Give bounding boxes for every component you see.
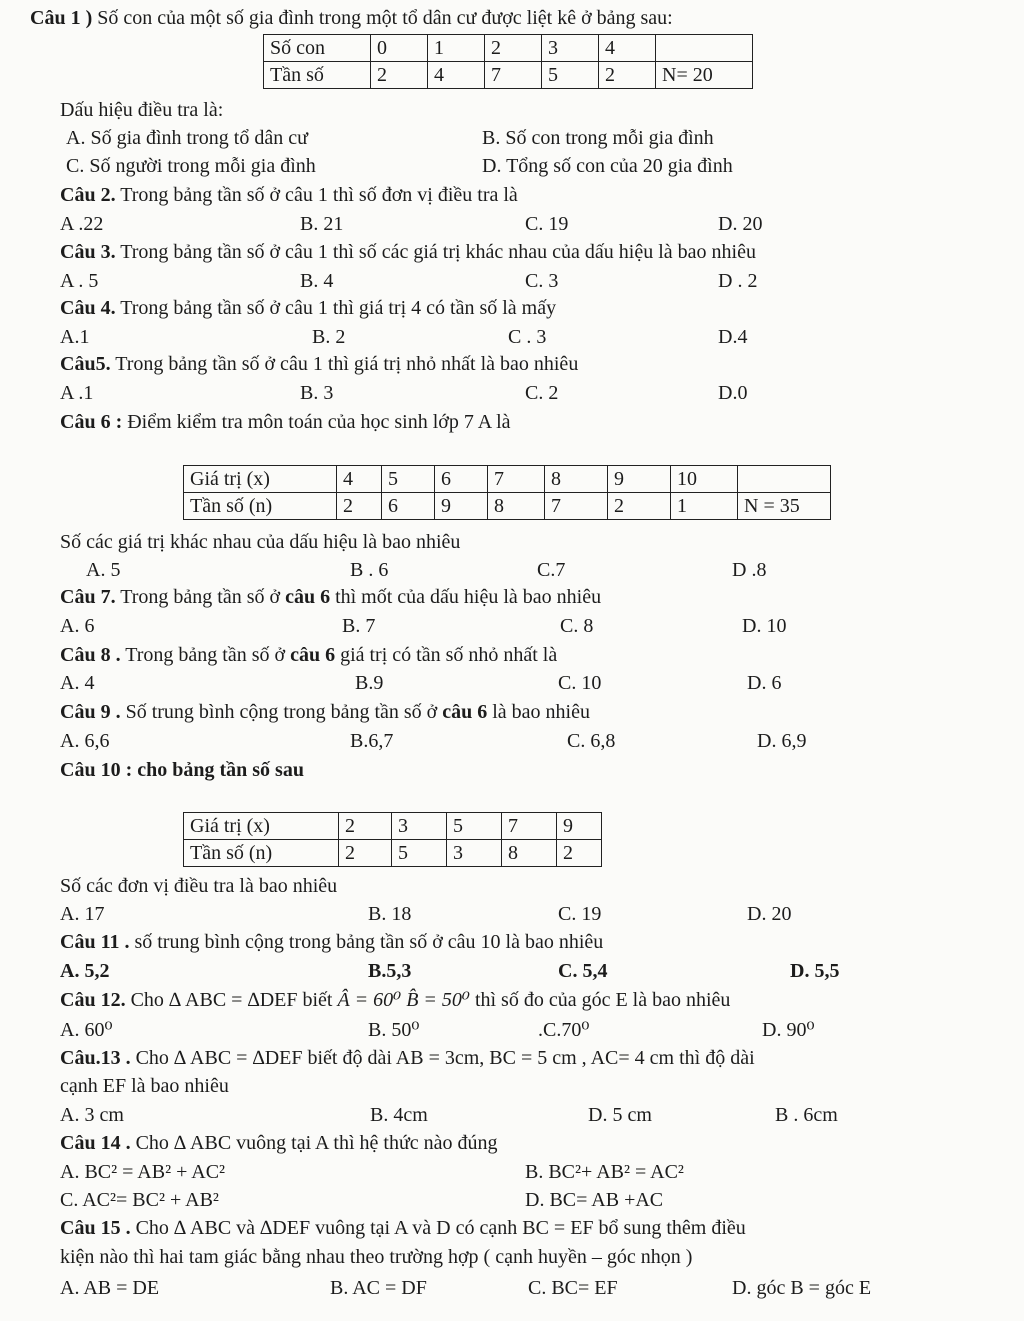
q13-option-c[interactable]: D. 5 cm: [588, 1104, 652, 1126]
q7-option-a[interactable]: A. 6: [60, 615, 95, 637]
q9-text1: Số trung bình cộng trong bảng tần số ở: [120, 701, 443, 723]
q8-text1: Trong bảng tần số ở: [120, 644, 291, 666]
table-cell: 7: [545, 493, 608, 520]
table-cell: 7: [485, 62, 542, 89]
q7-line: [60, 585, 601, 609]
q13-text-cont: cạnh EF là bao nhiêu: [60, 1075, 229, 1097]
table-cell: Tần số (n): [184, 493, 337, 520]
q15-option-a[interactable]: A. AB = DE: [60, 1277, 160, 1299]
q12-option-c[interactable]: .C.70⁰: [538, 1019, 590, 1041]
table-cell: 6: [435, 466, 488, 493]
q13-option-b[interactable]: B. 4cm: [370, 1104, 428, 1126]
table-cell: 1: [428, 35, 485, 62]
q13-option-a[interactable]: A. 3 cm: [60, 1104, 124, 1126]
q4-option-d[interactable]: D.4: [718, 326, 748, 348]
q8-title: Câu 8 .: [60, 644, 121, 666]
q7-text2: thì mốt của dấu hiệu là bao nhiêu: [330, 586, 602, 608]
q6-text: Điểm kiểm tra môn toán của học sinh lớp 7 A là: [122, 411, 511, 433]
table-cell: Giá trị (x): [184, 466, 337, 493]
q15-option-c[interactable]: C. BC= EF: [528, 1277, 618, 1299]
q1-title: Câu 1 ): [30, 7, 93, 29]
table-cell: 4: [428, 62, 485, 89]
q3-title: Câu 3.: [60, 241, 116, 263]
table-cell: 3: [392, 813, 447, 840]
q2-line: [60, 183, 518, 207]
table-cell: 2: [557, 840, 602, 867]
table-cell: Giá trị (x): [184, 813, 339, 840]
q5-option-b[interactable]: B. 3: [300, 382, 334, 404]
q5-option-a[interactable]: A .1: [60, 382, 94, 404]
table-cell: 6: [382, 493, 435, 520]
table-cell: Tần số: [264, 62, 371, 89]
q1-line: [30, 6, 673, 30]
q11-option-d[interactable]: D. 5,5: [790, 960, 840, 982]
q4-option-c[interactable]: C . 3: [508, 326, 547, 348]
q14-option-b[interactable]: B. BC²+ AB² = AC²: [525, 1161, 684, 1183]
q10-table: [183, 812, 602, 867]
q12-title: Câu 12.: [60, 989, 126, 1011]
table-cell: 8: [502, 840, 557, 867]
q1-text: Số con của một số gia đình trong một tổ dân cư được liệt kê ở bảng sau:: [92, 7, 673, 29]
q8-option-b[interactable]: B.9: [355, 672, 384, 694]
q7-title: Câu 7.: [60, 586, 116, 608]
q4-option-a[interactable]: A.1: [60, 326, 90, 348]
q15-text: Cho ∆ ABC và ∆DEF vuông tại A và D có cạnh BC = EF bổ sung thêm điều: [130, 1217, 746, 1239]
q14-option-d[interactable]: D. BC= AB +AC: [525, 1189, 664, 1211]
table-cell: [738, 466, 831, 493]
q15-line: [60, 1216, 746, 1240]
q6-option-d[interactable]: D .8: [732, 559, 767, 581]
q8-option-d[interactable]: D. 6: [747, 672, 782, 694]
q2-option-b[interactable]: B. 21: [300, 213, 344, 235]
q12-text1: Cho ∆ ABC = ∆DEF biết: [125, 989, 338, 1011]
q12-option-b[interactable]: B. 50⁰: [368, 1019, 420, 1041]
table-cell: 9: [435, 493, 488, 520]
q4-line: [60, 296, 556, 320]
q7-text1: Trong bảng tần số ở: [115, 586, 286, 608]
q9-text2: là bao nhiêu: [487, 701, 590, 723]
q8-bold: câu 6: [290, 644, 336, 666]
q3-line: [60, 240, 756, 264]
q8-line: [60, 643, 557, 667]
q1-option-c[interactable]: C. Số người trong mỗi gia đình: [66, 155, 316, 177]
table-cell: 5: [382, 466, 435, 493]
q6-table: [183, 465, 831, 520]
q14-text: Cho ∆ ABC vuông tại A thì hệ thức nào đúng: [130, 1132, 498, 1154]
table-cell: 2: [371, 62, 428, 89]
table-cell: 2: [485, 35, 542, 62]
table-cell: 0: [371, 35, 428, 62]
q4-title: Câu 4.: [60, 297, 116, 319]
q6-option-c[interactable]: C.7: [537, 559, 566, 581]
q12-text2: thì số đo của góc E là bao nhiêu: [469, 989, 731, 1011]
q2-option-d[interactable]: D. 20: [718, 213, 763, 235]
table-cell: 5: [542, 62, 599, 89]
table-cell: 9: [557, 813, 602, 840]
q14-line: [60, 1131, 498, 1155]
q8-option-c[interactable]: C. 10: [558, 672, 602, 694]
q1-prompt: Dấu hiệu điều tra là:: [60, 99, 224, 121]
q6-option-a[interactable]: A. 5: [86, 559, 121, 581]
q9-option-c[interactable]: C. 6,8: [567, 730, 616, 752]
q5-title: Câu5.: [60, 353, 111, 375]
q9-option-b[interactable]: B.6,7: [350, 730, 394, 752]
q10-option-a[interactable]: A. 17: [60, 903, 105, 925]
q6-line: [60, 410, 511, 434]
table-cell: Tần số (n): [184, 840, 339, 867]
q3-option-b[interactable]: B. 4: [300, 270, 334, 292]
table-row: [184, 493, 831, 520]
table-cell: 7: [502, 813, 557, 840]
q13-text: Cho ∆ ABC = ∆DEF biết độ dài AB = 3cm, BC = 5 cm , AC= 4 cm thì độ dài: [130, 1047, 755, 1069]
q11-option-a[interactable]: A. 5,2: [60, 960, 110, 982]
q8-option-a[interactable]: A. 4: [60, 672, 95, 694]
q12-formula: Â = 60⁰ B̂ = 50⁰: [337, 989, 470, 1011]
q7-bold: câu 6: [285, 586, 331, 608]
q10-option-b[interactable]: B. 18: [368, 903, 412, 925]
q4-text: Trong bảng tần số ở câu 1 thì giá trị 4 có tần số là mấy: [115, 297, 557, 319]
q11-option-b[interactable]: B.5,3: [368, 960, 412, 982]
q2-text: Trong bảng tần số ở câu 1 thì số đơn vị điều tra là: [115, 184, 518, 206]
q7-option-b[interactable]: B. 7: [342, 615, 376, 637]
q9-option-a[interactable]: A. 6,6: [60, 730, 110, 752]
q6-prompt: Số các giá trị khác nhau của dấu hiệu là bao nhiêu: [60, 531, 461, 553]
table-cell: [656, 35, 753, 62]
table-cell: 2: [608, 493, 671, 520]
q13-option-d[interactable]: B . 6cm: [775, 1104, 838, 1126]
q15-option-d[interactable]: D. góc B = góc E: [732, 1277, 872, 1299]
table-cell: 2: [599, 62, 656, 89]
q7-option-c[interactable]: C. 8: [560, 615, 594, 637]
q1-table: [263, 34, 753, 89]
table-cell: Số con: [264, 35, 371, 62]
q7-option-d[interactable]: D. 10: [742, 615, 787, 637]
q12-option-d[interactable]: D. 90⁰: [762, 1019, 815, 1041]
q5-line: [60, 352, 578, 376]
table-cell: 3: [447, 840, 502, 867]
q2-title: Câu 2.: [60, 184, 116, 206]
table-cell: 4: [337, 466, 382, 493]
table-row: [264, 62, 753, 89]
table-cell: 8: [488, 493, 545, 520]
table-cell: 5: [447, 813, 502, 840]
table-cell: 5: [392, 840, 447, 867]
q15-title: Câu 15 .: [60, 1217, 131, 1239]
q5-option-d[interactable]: D.0: [718, 382, 748, 404]
q14-option-a[interactable]: A. BC² = AB² + AC²: [60, 1161, 226, 1183]
table-row: [184, 466, 831, 493]
table-cell: 7: [488, 466, 545, 493]
q13-line: [60, 1046, 755, 1070]
table-row: [264, 35, 753, 62]
q1-option-a[interactable]: A. Số gia đình trong tổ dân cư: [66, 127, 308, 149]
q12-option-a[interactable]: A. 60⁰: [60, 1019, 113, 1041]
table-cell: 2: [339, 840, 392, 867]
q10-option-d[interactable]: D. 20: [747, 903, 792, 925]
table-cell: 4: [599, 35, 656, 62]
table-cell: N = 35: [738, 493, 831, 520]
q5-text: Trong bảng tần số ở câu 1 thì giá trị nhỏ nhất là bao nhiêu: [110, 353, 579, 375]
q13-title: Câu.13 .: [60, 1047, 131, 1069]
q9-line: [60, 700, 590, 724]
q6-option-b[interactable]: B . 6: [350, 559, 389, 581]
q9-option-d[interactable]: D. 6,9: [757, 730, 807, 752]
q11-text: số trung bình cộng trong bảng tần số ở câu 10 là bao nhiêu: [129, 931, 604, 953]
q10-option-c[interactable]: C. 19: [558, 903, 602, 925]
q11-line: [60, 930, 603, 954]
q11-title: Câu 11 .: [60, 931, 130, 953]
table-cell: N= 20: [656, 62, 753, 89]
table-cell: 8: [545, 466, 608, 493]
q1-option-b[interactable]: B. Số con trong mỗi gia đình: [482, 127, 714, 149]
q12-line: [60, 988, 730, 1012]
table-cell: 2: [337, 493, 382, 520]
table-cell: 10: [671, 466, 738, 493]
table-cell: 1: [671, 493, 738, 520]
q8-text2: giá trị có tần số nhỏ nhất là: [335, 644, 558, 666]
table-cell: 3: [542, 35, 599, 62]
q3-option-a[interactable]: A . 5: [60, 270, 99, 292]
q14-title: Câu 14 .: [60, 1132, 131, 1154]
table-cell: 9: [608, 466, 671, 493]
q1-option-d[interactable]: D. Tổng số con của 20 gia đình: [482, 155, 733, 177]
q2-option-a[interactable]: A .22: [60, 213, 104, 235]
q3-text: Trong bảng tần số ở câu 1 thì số các giá trị khác nhau của dấu hiệu là bao nhiêu: [115, 241, 756, 263]
q15-text-cont: kiện nào thì hai tam giác bằng nhau theo trường hợp ( cạnh huyền – góc nhọn ): [60, 1246, 693, 1268]
q14-option-c[interactable]: C. AC²= BC² + AB²: [60, 1189, 219, 1211]
q6-title: Câu 6 :: [60, 411, 123, 433]
q3-option-d[interactable]: D . 2: [718, 270, 758, 292]
q15-option-b[interactable]: B. AC = DF: [330, 1277, 427, 1299]
q11-option-c[interactable]: C. 5,4: [558, 960, 608, 982]
q9-title: Câu 9 .: [60, 701, 121, 723]
q10-title: Câu 10 : cho bảng tần số sau: [60, 759, 304, 781]
q2-option-c[interactable]: C. 19: [525, 213, 569, 235]
table-row: [184, 840, 602, 867]
q4-option-b[interactable]: B. 2: [312, 326, 346, 348]
table-cell: 2: [339, 813, 392, 840]
q10-prompt: Số các đơn vị điều tra là bao nhiêu: [60, 875, 338, 897]
table-row: [184, 813, 602, 840]
q5-option-c[interactable]: C. 2: [525, 382, 559, 404]
q9-bold: câu 6: [442, 701, 488, 723]
q3-option-c[interactable]: C. 3: [525, 270, 559, 292]
